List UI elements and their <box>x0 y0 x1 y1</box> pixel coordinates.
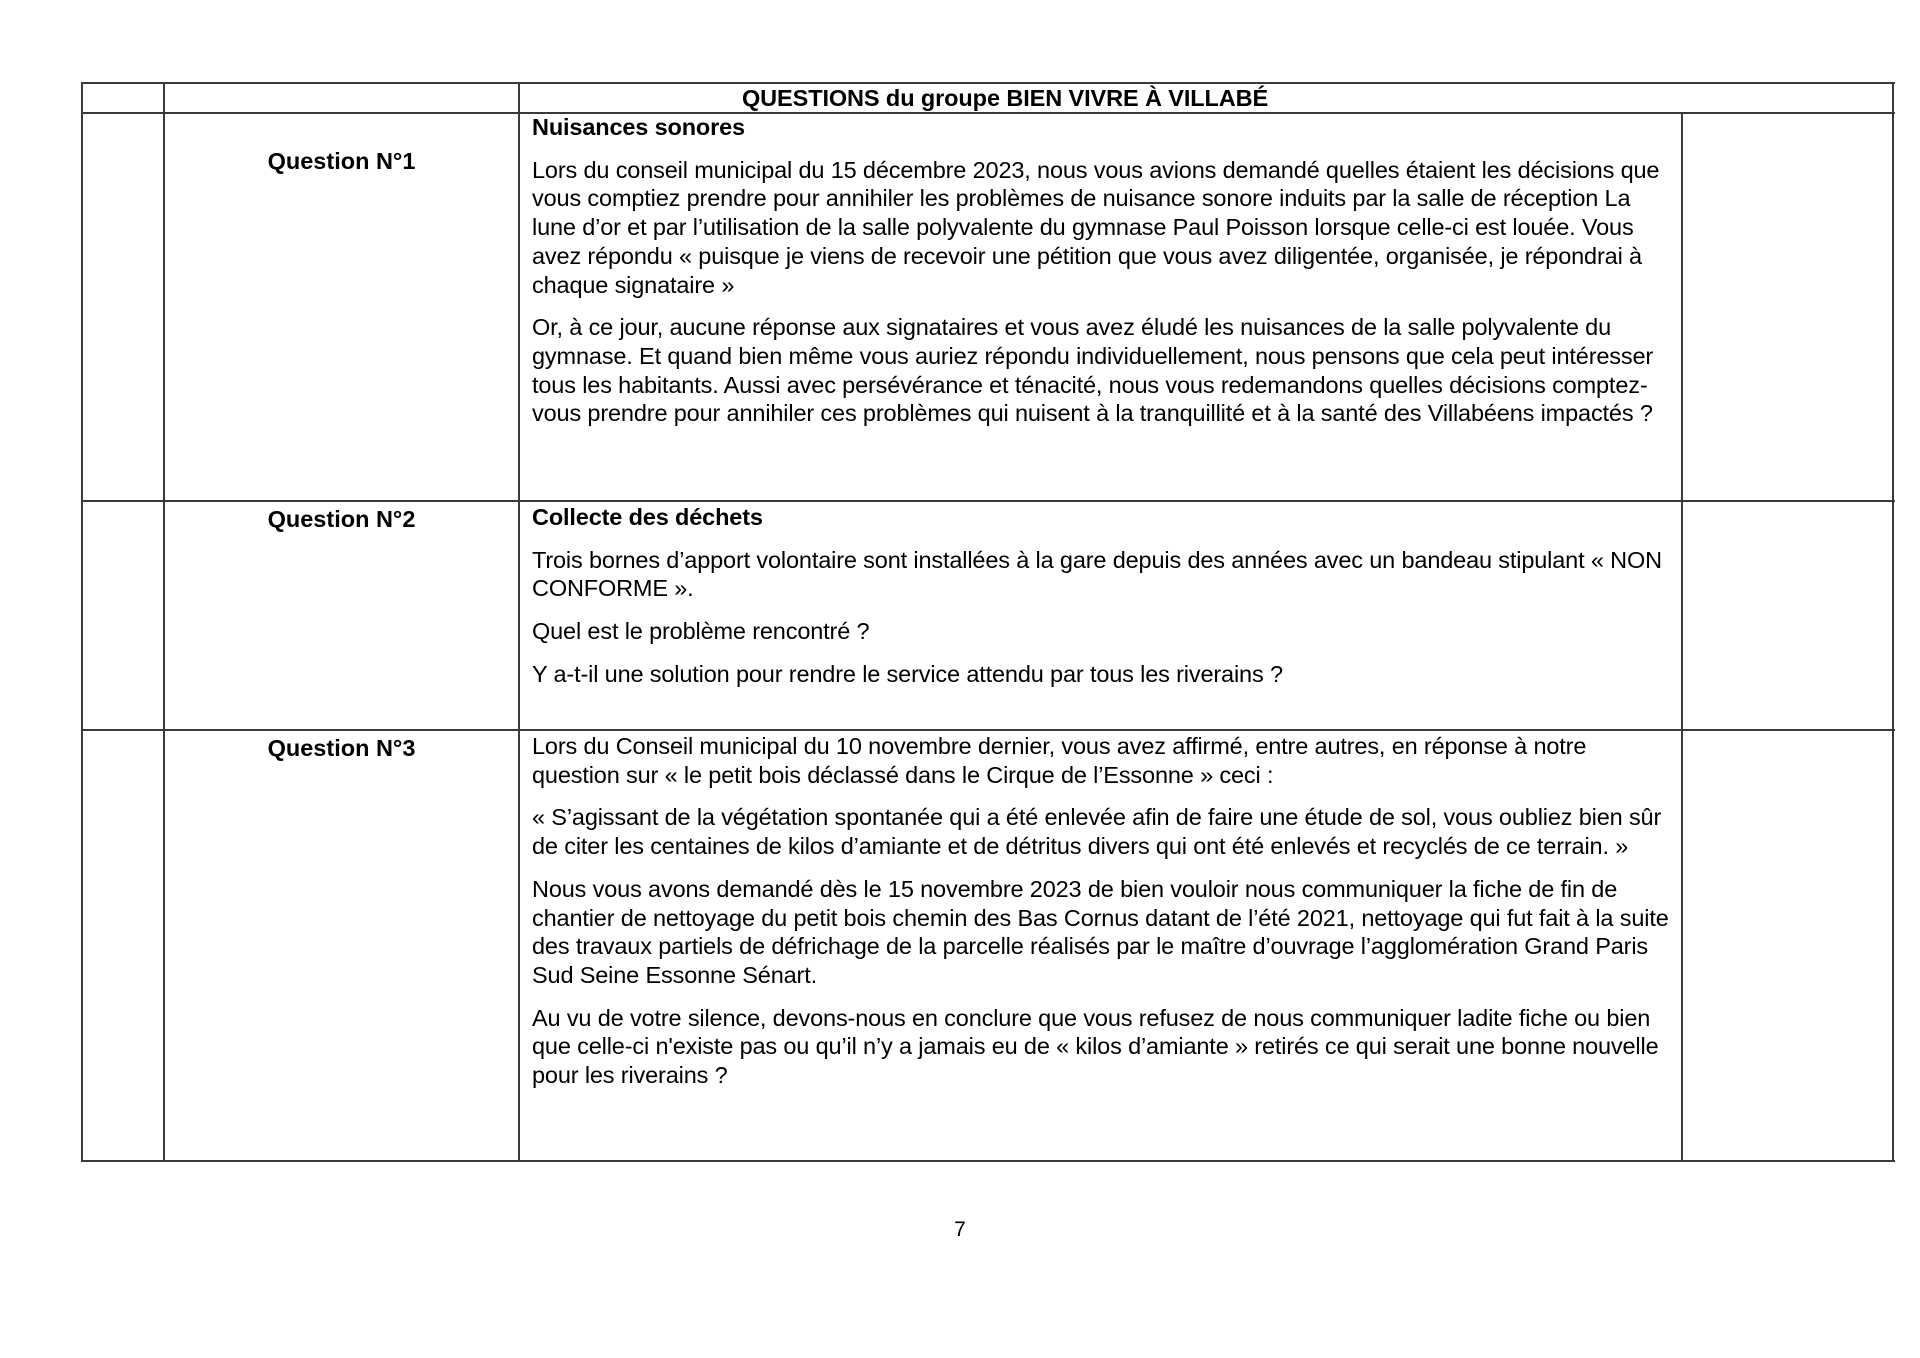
question-paragraph: « S’agissant de la végétation spontanée qui a été enlevée afin de faire une étude de sol, vous oubliez bien sûr de citer les centaines de kilos d’amiante et de détritus divers qui ont été enlevés et recyclés de ce terrain. » <box>532 804 1662 860</box>
table-col-divider <box>1681 112 1683 1162</box>
table-header-title: QUESTIONS du groupe BIEN VIVRE À VILLABÉ <box>742 85 1269 111</box>
question-content-2 <box>532 503 1677 703</box>
question-paragraph: Y a-t-il une solution pour rendre le service attendu par tous les riverains ? <box>532 660 1283 687</box>
question-paragraph: Lors du Conseil municipal du 10 novembre dernier, vous avez affirmé, entre autres, en réponse à notre question sur « le petit bois déclassé dans le Cirque de l’Essonne » ceci : <box>532 733 1587 788</box>
table-border-left <box>81 82 83 1162</box>
question-label-1: Question N°1 <box>267 148 416 174</box>
table-col-divider <box>163 82 165 1162</box>
question-title-2: Collecte des déchets <box>532 504 763 530</box>
question-paragraph: Quel est le problème rencontré ? <box>532 618 870 645</box>
question-label-2: Question N°2 <box>267 506 416 532</box>
question-label-3: Question N°3 <box>267 735 416 761</box>
page-number: 7 <box>954 1218 966 1241</box>
question-content-1 <box>532 113 1677 442</box>
table-border-bottom <box>82 1160 1895 1162</box>
question-paragraph: Or, à ce jour, aucune réponse aux signataires et vous avez éludé les nuisances de la salle polyvalente du gymnase. Et quand bien même vous auriez répondu individuellement, nous pensons que cela peut intéresser tous les habitants. Aussi avec persévérance et ténacité, nous vous redemandons quelles décisions comptez-vous prendre pour annihiler ces problèmes qui nuisent à la tranquillité et à la santé des Villabéens impactés ? <box>532 314 1654 427</box>
question-paragraph: Trois bornes d’apport volontaire sont installées à la gare depuis des années avec un bandeau stipulant « NON CONFORME ». <box>532 546 1662 602</box>
question-title-1: Nuisances sonores <box>532 114 745 140</box>
question-paragraph: Lors du conseil municipal du 15 décembre 2023, nous vous avions demandé quelles étaient les décisions que vous comptiez prendre pour annihiler les problèmes de nuisance sonore induits par la salle de réception La lune d’or et par l’utilisation de la salle polyvalente du gymnase Paul Poisson lorsque celle-ci est louée. Vous avez répondu « puisque je viens de recevoir une pétition que vous avez diligentée, organisée, je répondrai à chaque signataire » <box>532 156 1660 298</box>
table-row-divider <box>82 500 1895 502</box>
question-paragraph: Nous vous avons demandé dès le 15 novembre 2023 de bien vouloir nous communiquer la fiche de fin de chantier de nettoyage du petit bois chemin des Bas Cornus datant de l’été 2021, nettoyage qui fut fait à la suite des travaux partiels de défrichage de la parcelle réalisés par le maître d’ouvrage l’agglomération Grand Paris Sud Seine Essonne Sénart. <box>532 875 1669 988</box>
question-content-3 <box>532 732 1677 1104</box>
table-row-divider <box>82 729 1895 731</box>
table-col-divider <box>518 82 520 1162</box>
question-paragraph: Au vu de votre silence, devons-nous en conclure que vous refusez de nous communiquer ladite fiche ou bien que celle-ci n'existe pas ou qu’il n’y a jamais eu de « kilos d’amiante » retirés ce qui serait une bonne nouvelle pour les riverains ? <box>532 1004 1659 1089</box>
table-border-right <box>1892 82 1894 1162</box>
